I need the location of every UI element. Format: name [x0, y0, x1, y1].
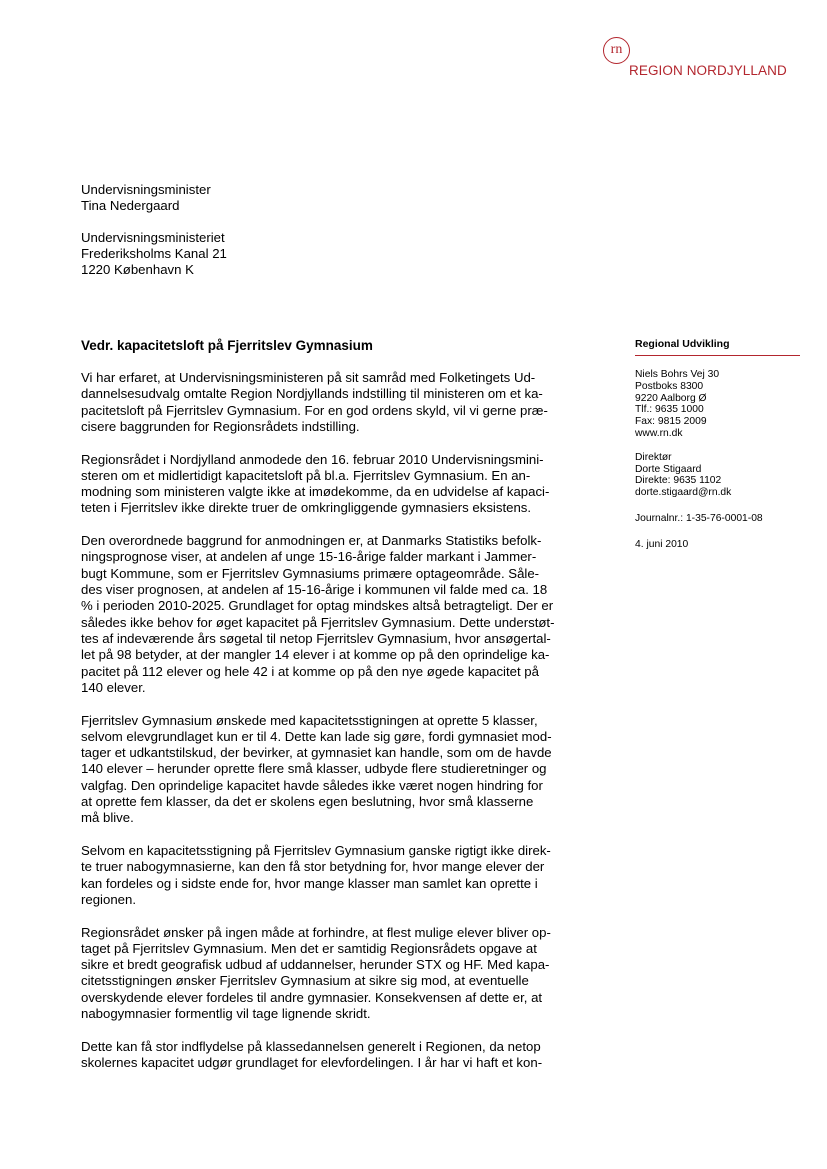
- department-name: Regional Udvikling: [635, 338, 800, 356]
- body-line: 140 elever.: [81, 679, 146, 695]
- body-line: des viser prognosen, at andelen af 15-16-årige i kommunen vil falde med ca. 18: [81, 582, 548, 598]
- contact-name: Dorte Stigaard: [635, 463, 702, 475]
- journal-number: Journalnr.: 1-35-76-0001-08: [635, 512, 763, 524]
- region-logo: [603, 37, 793, 81]
- body-line: Fjerritslev Gymnasium ønskede med kapacitetsstigningen at oprette 5 klasser,: [81, 712, 538, 728]
- body-line: Regionsrådet ønsker på ingen måde at forhindre, at flest mulige elever bliver op-: [81, 924, 551, 940]
- body-line: taget på Fjerritslev Gymnasium. Men det er samtidig Regionsrådets opgave at: [81, 940, 537, 956]
- body-line: steren om et midlertidigt kapacitetsloft på bl.a. Fjerritslev Gymnasium. En an-: [81, 467, 531, 483]
- paragraph: [81, 533, 581, 696]
- paragraph: [81, 452, 581, 517]
- body-line: må blive.: [81, 810, 134, 826]
- body-line: selvom elevgrundlaget kun er til 4. Dette kan lade sig gøre, fordi gymnasiet mod-: [81, 728, 552, 744]
- body-line: regionen.: [81, 891, 136, 907]
- body-line: teten i Fjerritslev ikke direkte truer de omkringliggende gymnasiers eksistens.: [81, 500, 532, 516]
- contact-role: Direktør: [635, 451, 672, 463]
- sender-sidebar: [635, 338, 800, 551]
- body-line: sikre et bredt geografisk udbud af uddannelser, herunder STX og HF. Med kapa-: [81, 957, 550, 973]
- address-line: 1220 København K: [81, 262, 194, 277]
- logo-name: REGION NORDJYLLAND: [629, 63, 787, 78]
- body-line: Selvom en kapacitetsstigning på Fjerritslev Gymnasium ganske rigtigt ikke direk-: [81, 842, 551, 858]
- letter-subject: Vedr. kapacitetsloft på Fjerritslev Gymnasium: [81, 338, 373, 353]
- paragraph: [81, 1039, 581, 1072]
- contact-phone: Direkte: 9635 1102: [635, 475, 722, 487]
- body-line: at oprette fem klasser, da det er skolens egen beslutning, hvor små klasserne: [81, 794, 534, 809]
- sender-website: www.rn.dk: [635, 427, 683, 439]
- sender-address: [635, 369, 800, 440]
- body-line: tager et udkantstilskud, der bevirker, at gymnasiet kan handle, som om de havde: [81, 745, 552, 761]
- sender-address-line: 9220 Aalborg Ø: [635, 392, 707, 404]
- address-line: Undervisningsministeriet: [81, 230, 225, 245]
- sender-address-line: Niels Bohrs Vej 30: [635, 369, 720, 380]
- body-line: let på 98 betyder, at der mangler 14 elever i at komme op på den oprindelige ka-: [81, 647, 550, 663]
- body-line: tes af indeværende års søgetal til netop Fjerritslev Gymnasium, hvor ansøgertal-: [81, 630, 551, 646]
- body-line: ningsprognose viser, at andelen af unge 15-16-årige falder markant i Jammer-: [81, 549, 537, 565]
- body-line: kan fordeles og i sidste ende for, hvor mange klasser man samlet kan oprette i: [81, 875, 538, 891]
- body-line: således ikke behov for øget kapacitet på Fjerritslev Gymnasium. Dette understøt-: [81, 614, 555, 630]
- body-line: nabogymnasier formentlig vil tage lignende skridt.: [81, 1006, 371, 1022]
- body-line: citetsstigningen ønsker Fjerritslev Gymnasium at sikre sig mod, at eventuelle: [81, 973, 529, 989]
- paragraph: [81, 370, 581, 435]
- body-line: Den overordnede baggrund for anmodningen er, at Danmarks Statistiks befolk-: [81, 533, 542, 549]
- body-line: 140 elever – herunder oprette flere små klasser, udbyde flere studieretninger og: [81, 761, 547, 777]
- recipient-person: Tina Nedergaard: [81, 198, 180, 213]
- body-line: % i perioden 2010-2025. Grundlaget for optag mindskes altså betragteligt. Der er: [81, 598, 554, 614]
- body-line: dannelsesudvalg omtalte Region Nordjyllands indstilling til ministeren om et ka-: [81, 386, 543, 402]
- body-line: modning som ministeren valgte ikke at imødekomme, da en udvidelse af kapaci-: [81, 484, 550, 500]
- address-line: Frederiksholms Kanal 21: [81, 246, 227, 261]
- body-line: pacitet på 112 elever og hele 42 i at komme op på den nye øgede kapacitet på: [81, 663, 539, 679]
- recipient-name: [81, 182, 211, 214]
- body-line: overskydende elever fordeles til andre gymnasier. Konsekvensen af dette er, at: [81, 989, 543, 1005]
- letter-date: 4. juni 2010: [635, 538, 689, 550]
- sender-fax: Fax: 9815 2009: [635, 416, 707, 428]
- sender-phone: Tlf.: 9635 1000: [635, 404, 704, 416]
- body-line: Vi har erfaret, at Undervisningsministeren på sit samråd med Folketingets Ud-: [81, 370, 536, 385]
- body-line: valgfag. Den oprindelige kapacitet havde således ikke været nogen hindring for: [81, 777, 543, 793]
- logo-mark-icon: rn: [603, 37, 630, 64]
- body-line: bugt Kommune, som er Fjerritslev Gymnasiums primære optageområde. Såle-: [81, 565, 540, 581]
- body-line: Regionsrådet i Nordjylland anmodede den 16. februar 2010 Undervisningsmini-: [81, 451, 544, 467]
- body-line: Dette kan få stor indflydelse på klassedannelsen generelt i Regionen, da netop: [81, 1038, 541, 1054]
- recipient-address: [81, 230, 227, 278]
- paragraph: [81, 843, 581, 908]
- recipient-title: Undervisningsminister: [81, 182, 211, 197]
- contact-email: dorte.stigaard@rn.dk: [635, 487, 732, 499]
- body-line: cisere baggrunden for Regionsrådets indstilling.: [81, 418, 360, 434]
- sender-contact: [635, 452, 800, 499]
- body-line: pacitetsloft på Fjerritslev Gymnasium. For en god ordens skyld, vil vi gerne præ-: [81, 402, 548, 418]
- paragraph: [81, 925, 581, 1023]
- paragraph: [81, 713, 581, 827]
- sender-address-line: Postboks 8300: [635, 380, 704, 392]
- body-line: skolernes kapacitet udgør grundlaget for elevfordelingen. I år har vi haft et kon-: [81, 1055, 543, 1071]
- body-line: te truer nabogymnasierne, kan den få stor betydning for, hvor mange elever der: [81, 859, 545, 875]
- letter-body: [81, 370, 581, 1088]
